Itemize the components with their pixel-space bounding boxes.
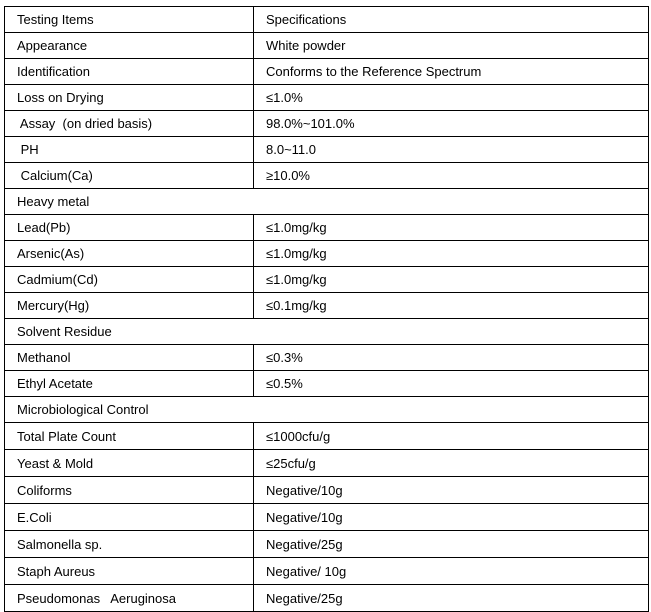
item-cell: PH: [5, 137, 254, 163]
spec-cell: ≤1.0%: [254, 85, 649, 111]
item-cell: Yeast & Mold: [5, 450, 254, 477]
item-cell: Cadmium(Cd): [5, 267, 254, 293]
spec-cell: Negative/10g: [254, 477, 649, 504]
table-row: [5, 293, 649, 319]
item-cell: Loss on Drying: [5, 85, 254, 111]
table-row: [5, 33, 649, 59]
spec-cell: Negative/25g: [254, 585, 649, 612]
table-row: [5, 585, 649, 612]
spec-cell: ≤25cfu/g: [254, 450, 649, 477]
spec-cell: Conforms to the Reference Spectrum: [254, 59, 649, 85]
item-cell: Total Plate Count: [5, 423, 254, 450]
item-cell: Salmonella sp.: [5, 531, 254, 558]
item-cell: Identification: [5, 59, 254, 85]
table-row: [5, 371, 649, 397]
item-cell: Pseudomonas Aeruginosa: [5, 585, 254, 612]
item-cell: Appearance: [5, 33, 254, 59]
spec-cell: Negative/ 10g: [254, 558, 649, 585]
spec-cell: ≥10.0%: [254, 163, 649, 189]
table-header-row: [5, 7, 649, 33]
section-row-solvent-residue: [5, 319, 649, 345]
spec-cell: ≤1000cfu/g: [254, 423, 649, 450]
item-cell: Mercury(Hg): [5, 293, 254, 319]
item-cell: E.Coli: [5, 504, 254, 531]
item-cell: Assay (on dried basis): [5, 111, 254, 137]
header-specifications: Specifications: [254, 7, 649, 33]
table-row: [5, 450, 649, 477]
item-cell: Calcium(Ca): [5, 163, 254, 189]
section-row-microbiological-control: [5, 397, 649, 423]
item-cell: Ethyl Acetate: [5, 371, 254, 397]
table-row: [5, 558, 649, 585]
table-row: [5, 215, 649, 241]
spec-cell: ≤1.0mg/kg: [254, 215, 649, 241]
specification-table: [4, 6, 649, 612]
table-row: [5, 85, 649, 111]
table-row: [5, 137, 649, 163]
spec-cell: ≤1.0mg/kg: [254, 241, 649, 267]
item-cell: Staph Aureus: [5, 558, 254, 585]
table-row: [5, 241, 649, 267]
section-heading: Heavy metal: [5, 189, 649, 215]
table-row: [5, 477, 649, 504]
table-row: [5, 59, 649, 85]
item-cell: Arsenic(As): [5, 241, 254, 267]
spec-cell: ≤0.3%: [254, 345, 649, 371]
table-row: [5, 504, 649, 531]
table-row: [5, 163, 649, 189]
header-testing-items: Testing Items: [5, 7, 254, 33]
item-cell: Lead(Pb): [5, 215, 254, 241]
section-row-heavy-metal: [5, 189, 649, 215]
spec-cell: Negative/25g: [254, 531, 649, 558]
table-row: [5, 423, 649, 450]
spec-cell: 8.0~11.0: [254, 137, 649, 163]
table-row: [5, 111, 649, 137]
spec-cell: 98.0%~101.0%: [254, 111, 649, 137]
spec-cell: Negative/10g: [254, 504, 649, 531]
section-heading: Microbiological Control: [5, 397, 649, 423]
table-row: [5, 267, 649, 293]
spec-cell: ≤1.0mg/kg: [254, 267, 649, 293]
item-cell: Coliforms: [5, 477, 254, 504]
spec-cell: White powder: [254, 33, 649, 59]
item-cell: Methanol: [5, 345, 254, 371]
section-heading: Solvent Residue: [5, 319, 649, 345]
table-row: [5, 531, 649, 558]
table-row: [5, 345, 649, 371]
spec-cell: ≤0.5%: [254, 371, 649, 397]
spec-cell: ≤0.1mg/kg: [254, 293, 649, 319]
